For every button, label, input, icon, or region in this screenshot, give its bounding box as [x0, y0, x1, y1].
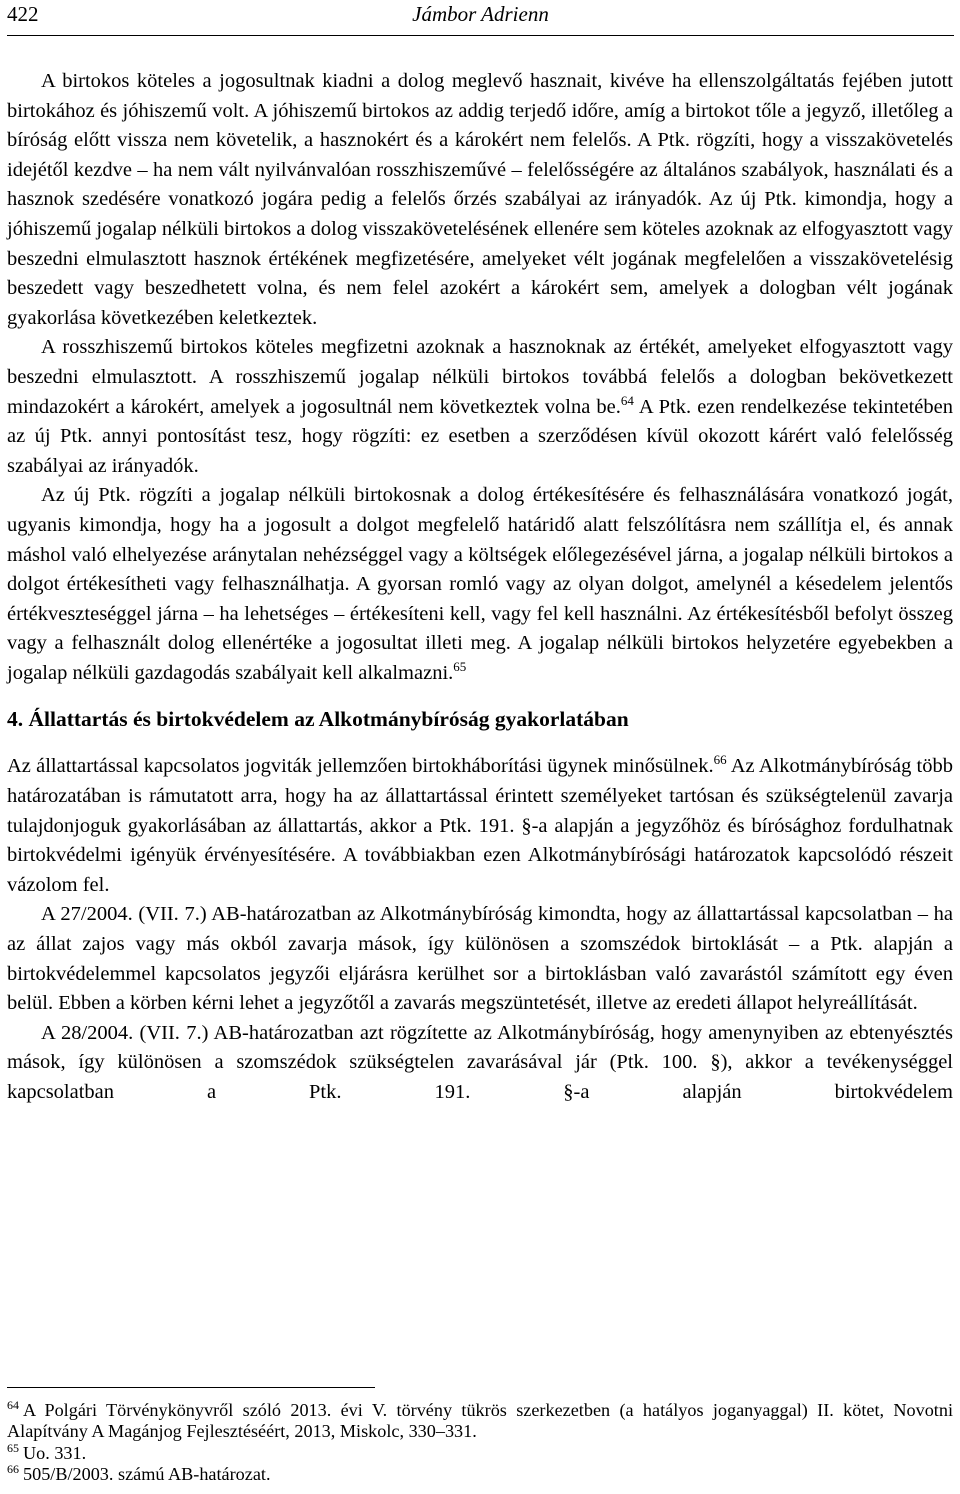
footnotes: [7, 1400, 953, 1486]
footnote-text: 505/B/2003. számú AB-határozat.: [23, 1464, 271, 1485]
footnote-ref-66[interactable]: 66: [713, 752, 727, 768]
running-head: Jámbor Adrienn: [412, 2, 549, 26]
footnote-ref-64[interactable]: 64: [620, 392, 634, 408]
section-paragraph-1: [7, 752, 953, 900]
footnote-text: A Polgári Törvénykönyvről szóló 2013. évi V. törvény tükrös szerkezetben (a hatályos joganyaggal) II. kötet, Novotni Alapítvány A Magánjog Fejlesztéséért, 2013, Miskolc, 330–331.: [7, 1400, 953, 1442]
footnote-number: 64: [7, 1398, 19, 1412]
footnote-number: 66: [7, 1462, 19, 1477]
section-heading: 4. Állattartás és birtokvédelem az Alkotmánybíróság gyakorlatában: [7, 707, 629, 732]
footnote-separator: [7, 1387, 375, 1388]
footnote-text: Uo. 331.: [23, 1442, 87, 1463]
section-paragraph-1-part-b: Az Alkotmánybíróság több határozatában is rámutatott arra, hogy ha az állattartással érintett személyeket tartósan és szükségtelenül zavarja tulajdonjoguk gyakorlásában az állattartás, akkor a Ptk. 191. §-a alapján a jegyzőhöz és bírósághoz fordulhatnak birtokvédelmi igényük érvényesítésére. A továbbiakban ezen Alkotmánybírósági határozatok kapcsolódó részeit vázolom fel.: [7, 755, 953, 896]
section-paragraph-2: A 27/2004. (VII. 7.) AB-határozatban az Alkotmánybíróság kimondta, hogy az állattartással kapcsolatban – ha az állat zajos vagy más okból zavarja mások, így különösen a szomszédok birtoklását – a Ptk. alapján a birtokvédelemmel kapcsolatos jegyzői eljárásra kerülhet sor a birtoklásban való zavarástól számított egy éven belül. Ebben a körben kérni lehet a jegyzőtől a zavarás megszüntetését, illetve az eredeti állapot helyreállítását.: [7, 903, 953, 1015]
paragraph-2-part-b: A Ptk. ezen rendelkezése tekintetében az új Ptk. annyi pontosítást tesz, hogy rögzíti: ez esetben a szerződésen kívül okozott kárért való felelősség szabályai az irányadók.: [7, 395, 953, 477]
main-text: [7, 67, 953, 1108]
paragraph-3: [7, 481, 953, 688]
paragraph-2-part-a: A rosszhiszemű birtokos köteles megfizetni azoknak a hasznoknak az értékét, amelyeket elfogyasztott vagy beszedni elmulasztott. A rosszhiszemű jogalap nélküli birtokos továbbá felelős a dologban bekövetkezett mindazokért a károkért, amelyek a jogosultnál nem következtek volna be.: [7, 336, 953, 418]
footnote: [7, 1464, 953, 1485]
paragraph-3-text: Az új Ptk. rögzíti a jogalap nélküli birtokosnak a dolog értékesítésére és felhasználására vonatkozó jogát, ugyanis kimondja, hogy ha a jogosult a dolgot megfelelő határidő alatt felszólításra nem szállítja el, és annak máshol való elhelyezése aránytalan nehézséggel vagy a költségek előlegezésével járna, a jogalap nélküli birtokos a dolgot értékesítheti vagy felhasználhatja. A gyorsan romló vagy az olyan dolgot, amelynél a késedelem jelentős értékveszteséggel járna – ha lehetséges – értékesíteni kell, vagy fel kell használni. Az értékesítésből befolyt összeg vagy a felhasznált dolog ellenértéke a jogosultat illeti meg. A jogalap nélküli birtokos helyzetére egyebekben a jogalap nélküli gazdagodás szabályait kell alkalmazni.: [7, 484, 953, 684]
paragraph-2: [7, 333, 953, 481]
paragraph-1: A birtokos köteles a jogosultnak kiadni a dolog meglevő hasznait, kivéve ha ellenszolgáltatás fejében jutott birtokához és jóhiszemű volt. A jóhiszemű birtokos az addig terjedő időre, amíg a birtokot tőle a jegyző, illetőleg a bíróság előtt vissza nem követelik, a hasznokért és a károkért nem felelős. A Ptk. rögzíti, hogy a visszakövetelés idejétől kezdve – ha nem vált nyilvánvalóan rosszhiszeművé – felelősségére az általános szabályok, használati és a hasznok szedésére vonatkozó jogára pedig a felelős őrzés szabályai az irányadók. Az új Ptk. kimondja, hogy a jóhiszemű jogalap nélküli birtokos a dolog visszakövetelésének ellenére sem köteles azoknak az elfogyasztott vagy beszedni elmulasztott hasznok értékének megfizetésére, amelyeket vélt jogának megfelelően a visszakövetelésig beszedett vagy beszedhetett volna, és nem felel azokért a károkért sem, amelyek a dologban vélt jogának gyakorlása következében keletkeztek.: [7, 70, 953, 329]
footnote-ref-65[interactable]: 65: [453, 658, 467, 674]
section-paragraph-3: A 28/2004. (VII. 7.) AB-határozatban azt rögzítette az Alkotmánybíróság, hogy amenynyiben az ebtenyésztés mások, így különösen a szomszédok szükségtelen zavarásával jár (Ptk. 100. §), akkor a tevékenységgel kapcsolatban a Ptk. 191. §-a alapján birtokvédelem: [7, 1021, 953, 1103]
footnote-number: 65: [7, 1440, 19, 1455]
page-number: 422: [7, 2, 39, 26]
footnote: [7, 1400, 953, 1443]
footnote: [7, 1440, 953, 1464]
page-header: [7, 0, 954, 36]
section-paragraph-1-part-a: Az állattartással kapcsolatos jogviták jellemzően birtokháborítási ügynek minősülnek.: [7, 755, 714, 778]
